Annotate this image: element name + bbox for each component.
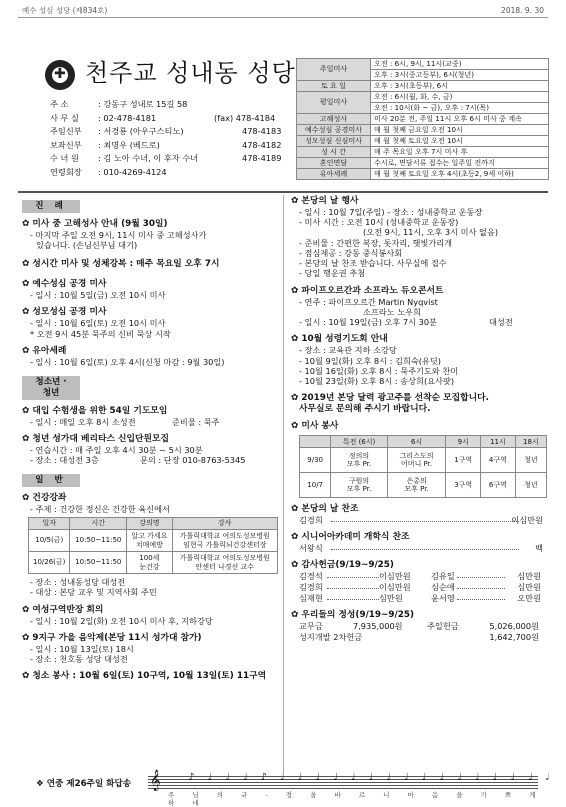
flower-bullet-icon: ✿: [22, 279, 30, 290]
parish-day-support-heading: ✿ 본당의 날 찬조: [291, 504, 359, 515]
lecture-cell: 가톨릭대학교 여의도성모병원 임현국 가톨릭뇌건강센터장: [172, 530, 277, 552]
lecture-header-cell: 강사: [172, 518, 277, 530]
youth-choir-line: - 장소 : 대성전 3층 문의 : 단장 010-8763-5345: [30, 455, 246, 466]
health-heading: ✿ 건강강좌: [22, 493, 67, 504]
contact-value: : 김 노아 수녀, 이 후자 수녀: [98, 153, 199, 164]
holy-hour-heading: ✿ 성시간 미사 및 성체강복 : 매주 목요일 오후 7시: [22, 259, 220, 270]
flower-bullet-icon: ✿: [22, 405, 30, 416]
mass-cell: 10/7: [300, 473, 331, 498]
contact-row: [46, 140, 286, 154]
schedule-row: [297, 136, 549, 147]
contact-row: [46, 126, 286, 140]
section-badge-notice: 진 례: [22, 200, 80, 213]
confession-line: - 마지막 주일 오전 9시, 11시 미사 중 고해성사가: [30, 229, 207, 240]
schedule-row: [297, 114, 549, 125]
youth-choir-line: - 연습시간 : 매 주일 오후 4시 30분 ~ 5시 30분: [30, 444, 203, 455]
mass-service-heading: ✿ 미사 봉사: [291, 421, 339, 432]
schedule-time: 오전 : 6시(월, 화, 수, 금): [371, 92, 549, 103]
schedule-row: [297, 59, 549, 70]
lecture-cell: 10/5(금): [29, 530, 70, 552]
confession-heading: ✿ 미사 중 고해성사 안내 (9월 30일): [22, 218, 168, 229]
parish-day-line: - 준비물 : 간편한 복장, 돗자리, 햇빛가리개: [299, 237, 453, 248]
donor-name: 김경석: [299, 571, 323, 582]
sacred-heart-heading: ✿ 예수성심 공경 미사: [22, 279, 107, 290]
psalm-lyrics: 주 님 의 규 - 정 올 바 르 니 마 음 을 기 쁘 게 하 네: [168, 791, 544, 807]
lecture-header-cell: 강의명: [127, 518, 172, 530]
health-line: - 장소 : 성내동성당 대성전: [30, 577, 126, 588]
mass-cell: 6구역: [481, 473, 516, 498]
mass-cell: 정의의 모후 Pr.: [331, 448, 388, 473]
mass-header-cell: 11시: [481, 436, 516, 448]
contact-value: : 강동구 성내로 15길 58: [98, 99, 188, 109]
cleaning-heading: ✿ 청소 봉사 : 10월 6일(토) 10구역, 10월 13일(토) 11구역: [22, 671, 267, 682]
mass-cell: 1구역: [446, 448, 481, 473]
mass-service-table: [299, 435, 547, 498]
mary-line: * 오전 9시 45분 묵주의 신비 묵상 시작: [30, 328, 171, 339]
dot-leader: [457, 577, 505, 578]
donor-amount: 백: [535, 543, 543, 554]
column-divider: [283, 195, 284, 773]
flower-bullet-icon: ✿: [22, 604, 30, 615]
schedule-time: 오후 : 3시(중고등부), 6시(청년): [371, 70, 549, 81]
flower-bullet-icon: ✿: [22, 259, 30, 270]
flower-bullet-icon: ✿: [291, 393, 299, 404]
mass-cell: 3구역: [446, 473, 481, 498]
phone-number: 478-4183: [242, 126, 282, 137]
donor-name: 심순애: [431, 582, 455, 593]
calendar-ad-heading: ✿ 2019년 본당 달력 광고주를 선착순 모집합니다.: [291, 393, 489, 404]
concert-line: - 장소 : 천호동 성당 대성전: [30, 654, 128, 665]
mass-header-cell: 특전 (6시): [331, 436, 388, 448]
prayer-meeting-heading: ✿ 10월 성령기도회 안내: [291, 334, 388, 345]
thanks-row: [291, 593, 549, 604]
contact-value: : 010-4269-4124: [98, 166, 167, 177]
dot-leader: [457, 588, 505, 589]
schedule-label: 고해성사: [297, 114, 371, 125]
schedule-row: [297, 147, 549, 158]
schedule-row: [297, 125, 549, 136]
church-name: 천주교 성내동 성당: [85, 59, 296, 87]
flower-bullet-icon: ✿: [291, 532, 299, 543]
donor-name: 김유일: [431, 571, 455, 582]
section-badge-general: 일 반: [22, 474, 80, 487]
lecture-row: [29, 552, 278, 574]
dot-leader: [331, 549, 519, 550]
contact-info: [46, 99, 286, 181]
mass-header-cell: 9시: [446, 436, 481, 448]
concert-heading: ✿ 9지구 가을 음악제(본당 11시 성가대 참가): [22, 632, 202, 643]
donor-name: 서왕식: [299, 543, 323, 554]
schedule-time: 매 월 첫째 토요일 오전 10시: [371, 136, 549, 147]
mass-header-row: [300, 436, 547, 448]
concert-line: - 일시 : 10월 13일(토) 18시: [30, 643, 134, 654]
flower-bullet-icon: ✿: [291, 334, 299, 345]
offering-row: 성지개발 2차헌금 1,642,700원: [299, 632, 539, 643]
schedule-row: [297, 158, 549, 169]
youth-choir-heading: ✿ 청년 성가대 베리타스 신입단원모집: [22, 433, 170, 444]
flower-bullet-icon: ✿: [291, 196, 299, 206]
section-divider: [18, 191, 548, 193]
diamond-bullet-icon: ❖: [36, 779, 47, 789]
lecture-cell: 10:50~11:50: [70, 552, 127, 574]
mass-header-cell: [300, 436, 331, 448]
mass-cell: 구원의 모후 Pr.: [331, 473, 388, 498]
lecture-header-cell: 일자: [29, 518, 70, 530]
parish-day-heading: ✿ 본당의 날 행사: [291, 196, 359, 206]
dot-leader: [457, 599, 505, 600]
flower-bullet-icon: ✿: [22, 345, 30, 356]
donor-name: 김경희: [299, 515, 323, 526]
flower-bullet-icon: ✿: [22, 493, 30, 504]
mass-cell: 은총의 모후 Pr.: [387, 473, 446, 498]
health-line: - 대상 : 본당 교우 및 지역사회 주민: [30, 587, 157, 598]
mass-row: [300, 448, 547, 473]
prayer-meeting-line: - 10월 9일(화) 오후 8시 : 김희숙(유딧): [299, 355, 441, 366]
organ-concert-line: 소프라노 노우희: [363, 306, 421, 317]
flower-bullet-icon: ✿: [291, 560, 299, 571]
donor-amount: 오만원: [517, 593, 541, 604]
flower-bullet-icon: ✿: [291, 504, 299, 515]
psalm-label: ❖ 연중 제26주일 화답송: [36, 779, 132, 789]
mass-header-cell: 6시: [387, 436, 446, 448]
lecture-cell: 알고 가세요 치매예방: [127, 530, 172, 552]
donor-row: [291, 515, 549, 526]
mass-row: [300, 473, 547, 498]
right-column: [291, 196, 549, 643]
donor-name: 윤서영: [431, 593, 455, 604]
confession-line: 있습니다. (손님신부님 대기): [36, 239, 138, 250]
contact-key: 사 무 실: [50, 112, 79, 123]
mass-cell: 그리스도의 어머니 Pr.: [387, 448, 446, 473]
schedule-label: 평일미사: [297, 92, 371, 114]
psalm-footer: [18, 770, 562, 807]
flower-bullet-icon: ✿: [22, 307, 30, 318]
donor-name: 심재현: [299, 593, 323, 604]
donor-amount: 심만원: [517, 571, 541, 582]
schedule-time: 오후 : 3시(초등부), 6시: [371, 81, 549, 92]
schedule-time: 오전 : 10시(화 ~ 금), 오후 : 7시(목): [371, 103, 549, 114]
contact-key: 연령회장: [50, 166, 82, 177]
health-line: - 주제 : 건강한 정신은 건강한 육신에서: [30, 504, 170, 515]
mass-cell: 9/30: [300, 448, 331, 473]
dot-leader: [327, 588, 379, 589]
contact-value: : 최명우 (베드로): [98, 139, 160, 150]
left-column: [22, 200, 280, 682]
organ-concert-line: - 일시 : 10월 19일(금) 오후 7시 30분 대성전: [299, 317, 513, 328]
mass-cell: 청년: [515, 448, 546, 473]
schedule-time: 매 주 목요일 오후 7시 미사 후: [371, 147, 549, 158]
thanks-offering-heading: ✿ 감사헌금(9/19~9/25): [291, 560, 394, 571]
donor-amount: 이심만원: [511, 515, 543, 526]
lecture-cell: 10:50~11:50: [70, 530, 127, 552]
flower-bullet-icon: ✿: [291, 285, 299, 296]
phone-number: 478-4182: [242, 139, 282, 150]
parish-day-line: - 점심제공 : 강동 중식봉사회: [299, 247, 403, 258]
prayer-meeting-line: - 10월 23일(화) 오후 8시 : 송상희(요사팟): [299, 376, 455, 387]
parish-day-line: - 미사 시간 : 오전 10시 (성내중학교 운동장): [299, 217, 459, 228]
flower-bullet-icon: ✿: [291, 610, 299, 621]
contact-row: [46, 167, 286, 181]
calendar-ad-line: 사무실로 문의해 주시기 바랍니다.: [299, 404, 431, 415]
mass-cell: 청년: [515, 473, 546, 498]
contact-key: 수 녀 원: [50, 153, 79, 164]
mass-schedule-table: [296, 58, 549, 180]
top-header-bar: [18, 4, 548, 18]
schedule-time: 매 월 첫째 금요일 오전 10시: [371, 125, 549, 136]
women-heading: ✿ 여성구역반장 회의: [22, 604, 104, 615]
donor-amount: 심만원: [517, 582, 541, 593]
contact-row: [46, 99, 286, 113]
church-logo-icon: [45, 60, 75, 90]
contact-key: 주임신부: [50, 126, 82, 137]
dot-leader: [327, 599, 379, 600]
donor-amount: 이심만원: [379, 571, 411, 582]
schedule-row: [297, 92, 549, 103]
contact-key: 주 소: [50, 99, 69, 109]
schedule-label: 토 요 일: [297, 81, 371, 92]
schedule-row: [297, 81, 549, 92]
schedule-label: 예수성심 공경미사: [297, 125, 371, 136]
schedule-label: 성 시 간: [297, 147, 371, 158]
fax-number: (fax) 478-4184: [214, 112, 276, 123]
senior-academy-heading: ✿ 시니어아카데미 개학식 찬조: [291, 532, 410, 543]
schedule-label: 주일미사: [297, 59, 371, 81]
thanks-row: [291, 582, 549, 593]
baptism-line: - 일시 : 10월 6일(토) 오후 4시(신청 마감 : 9월 30일): [30, 356, 225, 367]
lecture-cell: 가톨릭대학교 여의도성모병원 안센터 나경선 교수: [172, 552, 277, 574]
contact-key: 보좌신부: [50, 139, 82, 150]
organ-concert-line: - 연주 : 파이프오르간 Martin Nyqvist: [299, 296, 438, 307]
flower-bullet-icon: ✿: [291, 421, 299, 432]
contact-row: [46, 113, 286, 127]
donor-amount: 심만원: [379, 593, 403, 604]
lecture-row: [29, 530, 278, 552]
schedule-label: 유아세례: [297, 169, 371, 180]
lecture-header-row: [29, 518, 278, 530]
music-staff: [148, 770, 562, 791]
offering-row: 교무금 7,935,000원 주일헌금 5,026,000원: [299, 621, 539, 632]
mass-header-cell: 18시: [515, 436, 546, 448]
schedule-label: 성모성심 신심미사: [297, 136, 371, 147]
baptism-heading: ✿ 유아세례: [22, 345, 67, 356]
flower-bullet-icon: ✿: [22, 218, 30, 229]
lecture-table: [28, 517, 278, 574]
lecture-header-cell: 시간: [70, 518, 127, 530]
schedule-row: [297, 169, 549, 180]
donor-row: [291, 543, 549, 554]
flower-bullet-icon: ✿: [22, 433, 30, 444]
phone-number: 478-4189: [242, 153, 282, 164]
exam-line: - 일시 : 매일 오후 8시 소성전 준비물 : 묵주: [30, 416, 220, 427]
schedule-time: 수시로, 면담서류 접수는 일주일 전까지: [371, 158, 549, 169]
contact-value: : 02-478-4181: [98, 112, 157, 123]
schedule-time: 매 월 첫째 토요일 오후 4시(초등2, 9세 이하): [371, 169, 549, 180]
parish-day-line: - 당일 행운권 추첨: [299, 268, 366, 279]
dot-leader: [331, 521, 519, 522]
lecture-cell: 100세 눈건강: [127, 552, 172, 574]
parish-day-line: (오전 9시, 11시, 오후 3시 미사 없음): [363, 227, 499, 238]
dot-leader: [327, 577, 379, 578]
thanks-row: [291, 571, 549, 582]
issue-label: 예수 성심 성당 (제834호): [22, 6, 108, 15]
exam-heading: ✿ 대입 수험생을 위한 54일 기도모임: [22, 405, 168, 416]
flower-bullet-icon: ✿: [22, 671, 30, 682]
offering-heading: ✿ 우리들의 정성(9/19~9/25): [291, 610, 414, 621]
issue-date: 2018. 9. 30: [501, 6, 544, 15]
donor-amount: 이심만원: [379, 582, 411, 593]
prayer-meeting-line: - 10월 16일(화) 오후 8시 : 묵주기도와 찬미: [299, 365, 459, 376]
donor-name: 김경희: [299, 582, 323, 593]
lecture-cell: 10/26(금): [29, 552, 70, 574]
treble-clef-icon: 𝄞: [150, 770, 161, 791]
contact-row: [46, 153, 286, 167]
parish-day-line: - 본당의 날 찬조 받습니다. 사무실에 접수: [299, 258, 447, 269]
mary-heading: ✿ 성모성심 공경 미사: [22, 307, 107, 318]
sacred-heart-line: - 일시 : 10월 5일(금) 오전 10시 미사: [30, 290, 166, 301]
parish-day-line: - 일시 : 10월 7일(주일) - 장소 : 성내중학교 운동장: [299, 206, 483, 217]
flower-bullet-icon: ✿: [22, 632, 30, 643]
mary-line: - 일시 : 10월 6일(토) 오전 10시 미사: [30, 318, 166, 329]
music-notes-icon: ♪♩♩♩♪♩♩♩♩♩♩♩♩♩♩♩♩♩♩♩𝅗𝅥: [188, 772, 562, 783]
schedule-time: 미사 20분 전, 주일 11시 오후 6시 미사 중 계속: [371, 114, 549, 125]
organ-concert-heading: ✿ 파이프오르간과 소프라노 듀오콘서트: [291, 285, 444, 296]
women-line: - 일시 : 10월 2일(화) 오전 10시 미사 후, 지하강당: [30, 615, 213, 626]
mass-cell: 4구역: [481, 448, 516, 473]
prayer-meeting-line: - 장소 : 교육관 지하 소강당: [299, 345, 397, 356]
contact-value: : 서경룡 (아우구스티노): [98, 126, 184, 137]
schedule-label: 혼인면담: [297, 158, 371, 169]
section-badge-youth: 청소년 · 청년: [22, 376, 80, 399]
schedule-time: 오전 : 6시, 9시, 11시(교중): [371, 59, 549, 70]
